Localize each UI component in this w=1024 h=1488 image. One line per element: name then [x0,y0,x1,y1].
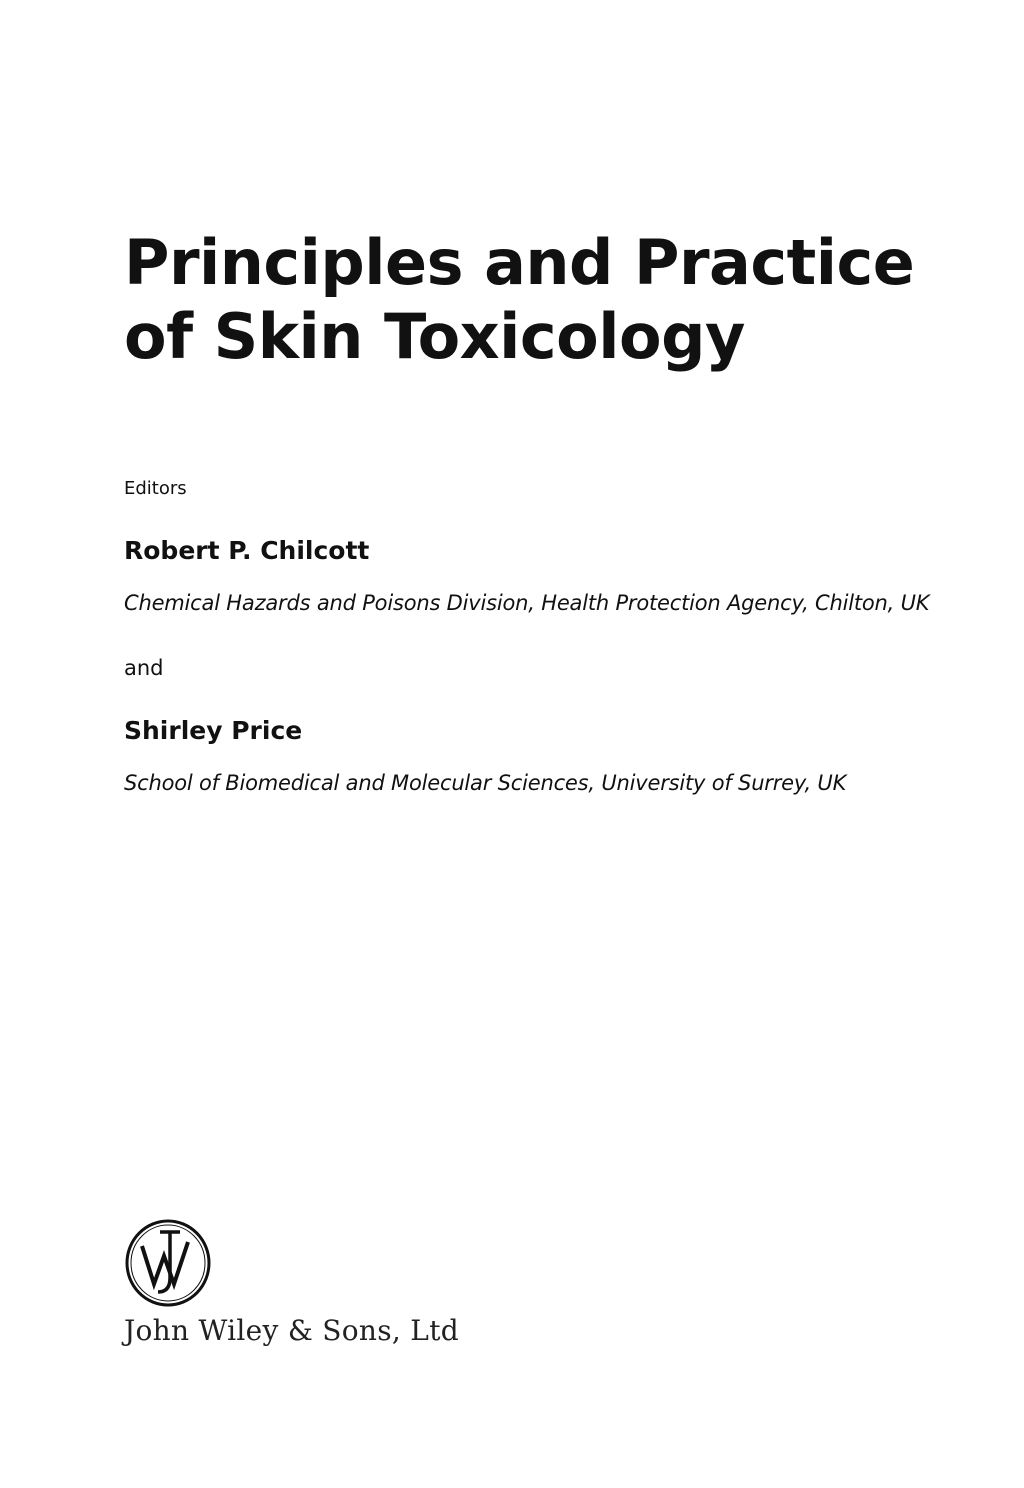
publisher-name: John Wiley & Sons, Ltd [124,1314,459,1347]
editors-conjunction: and [124,656,164,680]
book-title [124,226,914,374]
editor-affiliation-2: School of Biomedical and Molecular Sciences, University of Surrey, UK [124,771,847,795]
editors-label: Editors [124,478,187,499]
editor-name-1: Robert P. Chilcott [124,536,370,565]
wiley-logo-icon [124,1218,212,1308]
editor-name-2: Shirley Price [124,716,303,745]
title-line-1: Principles and Practice [124,226,915,299]
editor-affiliation-1: Chemical Hazards and Poisons Division, Health Protection Agency, Chilton, UK [124,591,930,615]
title-line-2: of Skin Toxicology [124,300,745,373]
